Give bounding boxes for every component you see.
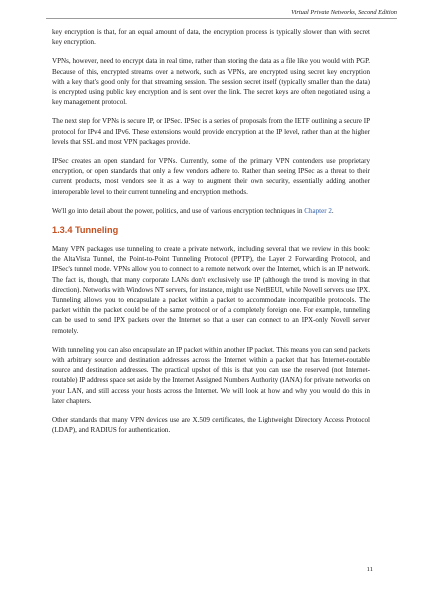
paragraph-text: We'll go into detail about the power, politics, and use of various encryption techniques in [52,206,305,215]
section-heading-tunneling: 1.3.4 Tunneling [52,225,119,236]
chapter-2-link[interactable]: Chapter 2 [304,206,332,215]
paragraph-encryption-detail [52,206,370,216]
header-rule [46,18,397,19]
paragraph-other-standards: Other standards that many VPN devices use are X.509 certificates, the Lightweight Directory Access Protocol (LDAP), and RADIUS for authentication. [52,416,370,435]
page-body [52,27,370,445]
paragraph-end: . [331,206,334,215]
paragraph-tunneling-overview: Many VPN packages use tunneling to create a private network, including several that we review in this book: the AltaVista Tunnel, the Point-to-Point Tunneling Protocol (PPTP), the Layer 2 Forwarding Protocol, and IPSec's tunnel mode. VPNs allow you to connect to a remote network over the Internet, which is an IP network. The fact is, though, that many corporate LANs don't exclusively use IP (although the trend is moving in that direction). Networks with Windows NT servers, for instance, might use NetBEUI, while Novell servers use IPX. Tunneling allows you to encapsulate a packet within a packet to accommodate incompatible protocols. The packet within the packet could be of the same protocol or of a completely foreign one. For example, tunneling can be used to send IPX packets over the Internet so that a user can connect to an IPX-only Novell server remotely. [52,245,370,335]
paragraph-vpn-realtime-encryption: VPNs, however, need to encrypt data in real time, rather than storing the data as a file like you would with PGP. Because of this, encrypted streams over a network, such as VPNs, are encrypted using secret key encryption with a key that's good only for that streaming session. The session secret itself (typically smaller than the data) is encrypted using public key encryption and is sent over the link. The secret keys are often negotiated using a key management protocol. [52,57,370,107]
page-number: 11 [366,566,373,573]
paragraph-key-encryption-speed: key encryption is that, for an equal amount of data, the encryption process is typically slower than with secret key encryption. [52,28,370,47]
paragraph-ip-in-ip: With tunneling you can also encapsulate an IP packet within another IP packet. This means you can send packets with arbitrary source and destination addresses across the Internet within a packet that has Internet-routable source and destination addresses. The practical upshot of this is that you can use the reserved (not Internet-routable) IP address space set aside by the Internet Assigned Numbers Authority (IANA) for private networks on your LAN, and still access your hosts across the Internet. We will look at how and why you would do this in later chapters. [52,345,370,405]
paragraph-ipsec-open-standard: IPSec creates an open standard for VPNs. Currently, some of the primary VPN contenders use proprietary encryption, or open standards that only a few vendors adhere to. Rather than seeing IPSec as a threat to their current products, most vendors see it as a way to augment their own security, essentially adding another interoperable level to their current tunneling and encryption methods. [52,157,370,196]
paragraph-ipsec-intro: The next step for VPNs is secure IP, or IPSec. IPSec is a series of proposals from the IETF outlining a secure IP protocol for IPv4 and IPv6. These extensions would provide encryption at the IP level, rather than at the higher levels that SSL and most VPN packages provide. [52,117,370,146]
running-header: Virtual Private Networks, Second Edition [291,9,397,16]
